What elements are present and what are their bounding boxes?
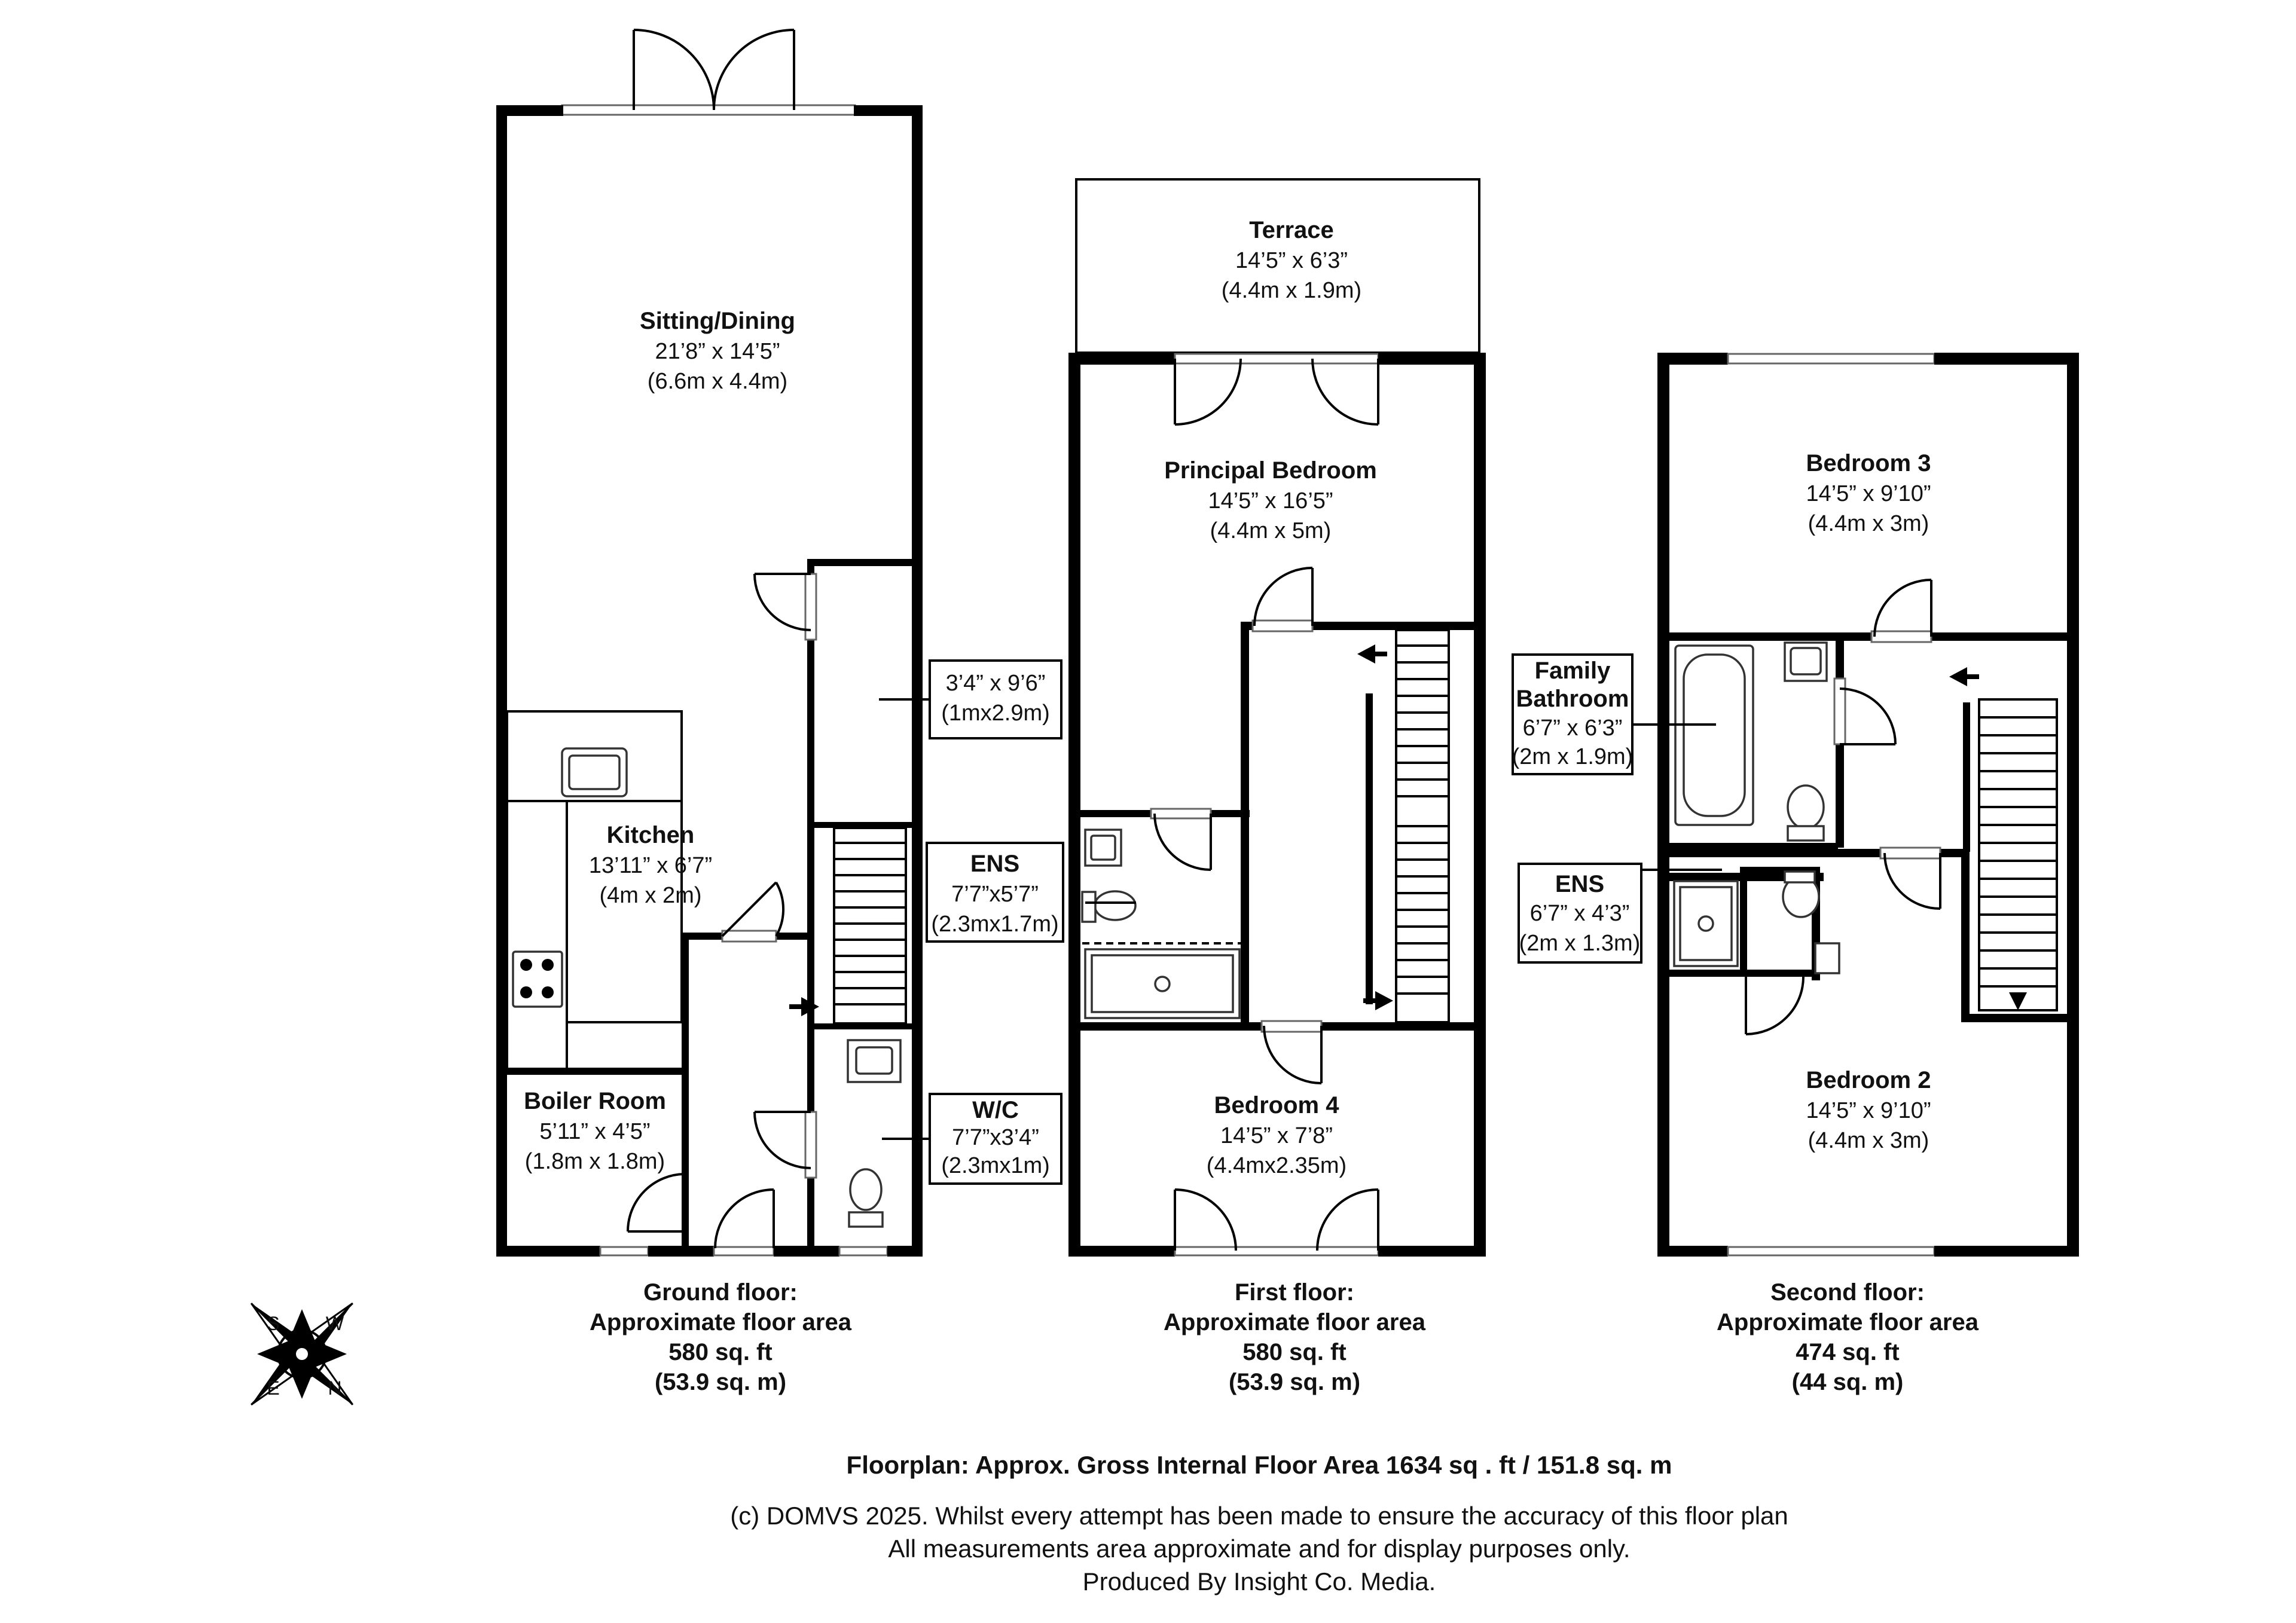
bedroom-2-name: Bedroom 2 xyxy=(1806,1067,1931,1093)
footer-total-area: Floorplan: Approx. Gross Internal Floor Area 1634 sq . ft / 151.8 sq. m xyxy=(846,1451,1672,1479)
ground-caption-title: Ground floor: xyxy=(643,1279,798,1306)
wc-name: W/C xyxy=(972,1097,1019,1123)
kitchen-dim-imperial: 13’11” x 6’7” xyxy=(588,853,713,878)
principal-bedroom-dim-metric: (4.4m x 5m) xyxy=(1210,518,1332,543)
second-floor-ens-fixtures xyxy=(1668,848,1967,1034)
hob-ring-icon xyxy=(542,986,554,998)
ground-floor-plan xyxy=(496,30,923,1257)
compass-w: W xyxy=(325,1313,344,1334)
first-ens-dim-metric: (2.3mx1.7m) xyxy=(931,912,1059,937)
second-caption-line: Approximate floor area xyxy=(1717,1309,1979,1335)
stair-arrow-icon xyxy=(2009,992,2027,1010)
hob-ring-icon xyxy=(542,959,554,971)
first-ens-dim-imperial: 7’7”x5’7” xyxy=(951,882,1039,907)
first-caption-line: Approximate floor area xyxy=(1164,1309,1425,1335)
compass-e: E xyxy=(267,1377,280,1399)
bedroom-4-name: Bedroom 4 xyxy=(1214,1092,1339,1118)
terrace-dim-metric: (4.4m x 1.9m) xyxy=(1221,278,1362,303)
family-bathroom-dim-metric: (2m x 1.9m) xyxy=(1512,744,1634,769)
second-ens-name: ENS xyxy=(1555,871,1605,897)
terrace-dim-imperial: 14’5” x 6’3” xyxy=(1235,248,1348,273)
store-dim-imperial: 3’4” x 9’6” xyxy=(945,671,1046,696)
ground-caption-sqm: (53.9 sq. m) xyxy=(654,1369,787,1395)
ground-floor-caption xyxy=(590,1279,852,1395)
footer-line-2: All measurements area approximate and for display purposes only. xyxy=(888,1535,1631,1563)
wc-dim-imperial: 7’7”x3’4” xyxy=(952,1125,1039,1150)
footer-line-1: (c) DOMVS 2025. Whilst every attempt has been made to ensure the accuracy of this floor plan xyxy=(730,1502,1788,1530)
kitchen-name: Kitchen xyxy=(606,822,695,848)
ground-caption-sqft: 580 sq. ft xyxy=(668,1339,773,1365)
compass-s: S xyxy=(267,1313,280,1334)
sitting-dining-dim-imperial: 21’8” x 14’5” xyxy=(655,339,780,364)
principal-bedroom-name: Principal Bedroom xyxy=(1164,457,1377,484)
second-caption-title: Second floor: xyxy=(1770,1279,1925,1306)
stair-arrow-icon xyxy=(1949,667,1979,686)
boiler-room-dim-imperial: 5’11” x 4’5” xyxy=(539,1119,651,1144)
bedroom-2-dim-imperial: 14’5” x 9’10” xyxy=(1806,1098,1931,1123)
wc-dim-metric: (2.3mx1m) xyxy=(941,1153,1050,1178)
footer-line-3: Produced By Insight Co. Media. xyxy=(1082,1567,1436,1596)
second-ens-dim-metric: (2m x 1.3m) xyxy=(1519,931,1641,956)
sitting-dining-dim-metric: (6.6m x 4.4m) xyxy=(647,369,788,394)
principal-bedroom-dim-imperial: 14’5” x 16’5” xyxy=(1208,488,1333,514)
first-floor-ens xyxy=(1079,809,1250,1018)
bedroom-3-name: Bedroom 3 xyxy=(1806,450,1931,476)
ground-floor-stairs xyxy=(789,828,906,1023)
second-floor-stairs xyxy=(1949,667,2069,1022)
compass-icon xyxy=(200,1252,403,1455)
bedroom-4-dim-metric: (4.4mx2.35m) xyxy=(1206,1153,1347,1178)
second-ens-dim-imperial: 6’7” x 4’3” xyxy=(1529,901,1630,926)
first-caption-title: First floor: xyxy=(1235,1279,1354,1306)
second-caption-sqft: 474 sq. ft xyxy=(1796,1339,1900,1365)
second-caption-sqm: (44 sq. m) xyxy=(1791,1369,1904,1395)
first-floor-caption xyxy=(1164,1279,1426,1395)
store-dim-metric: (1mx2.9m) xyxy=(941,701,1050,726)
kitchen-dim-metric: (4m x 2m) xyxy=(599,883,702,908)
sitting-dining-name: Sitting/Dining xyxy=(640,308,795,334)
hob-ring-icon xyxy=(520,959,532,971)
stair-arrow-icon xyxy=(789,997,819,1016)
wc-fixtures xyxy=(755,1040,900,1227)
family-bathroom-dim-imperial: 6’7” x 6’3” xyxy=(1522,716,1623,741)
first-caption-sqft: 580 sq. ft xyxy=(1242,1339,1347,1365)
garden-doors xyxy=(562,30,855,115)
first-floor-stairs xyxy=(1357,630,1449,1022)
first-ens-name: ENS xyxy=(970,851,1020,877)
bedroom-4-dim-imperial: 14’5” x 7’8” xyxy=(1220,1123,1333,1148)
stair-arrow-icon xyxy=(1357,644,1387,664)
terrace-name: Terrace xyxy=(1249,217,1334,243)
first-caption-sqm: (53.9 sq. m) xyxy=(1228,1369,1361,1395)
boiler-room-name: Boiler Room xyxy=(524,1088,666,1114)
bedroom-3-dim-metric: (4.4m x 3m) xyxy=(1808,511,1929,536)
compass-n: N xyxy=(328,1377,342,1399)
hob-ring-icon xyxy=(520,986,532,998)
family-bathroom-name-2: Bathroom xyxy=(1516,686,1629,712)
ground-caption-line: Approximate floor area xyxy=(590,1309,851,1335)
second-floor-caption xyxy=(1717,1279,1979,1395)
family-bathroom-name-1: Family xyxy=(1534,658,1611,684)
family-bathroom-fixtures xyxy=(1668,632,1895,851)
bedroom-3-dim-imperial: 14’5” x 9’10” xyxy=(1806,481,1931,506)
bedroom-2-dim-metric: (4.4m x 3m) xyxy=(1808,1128,1929,1153)
boiler-room-dim-metric: (1.8m x 1.8m) xyxy=(524,1149,665,1174)
